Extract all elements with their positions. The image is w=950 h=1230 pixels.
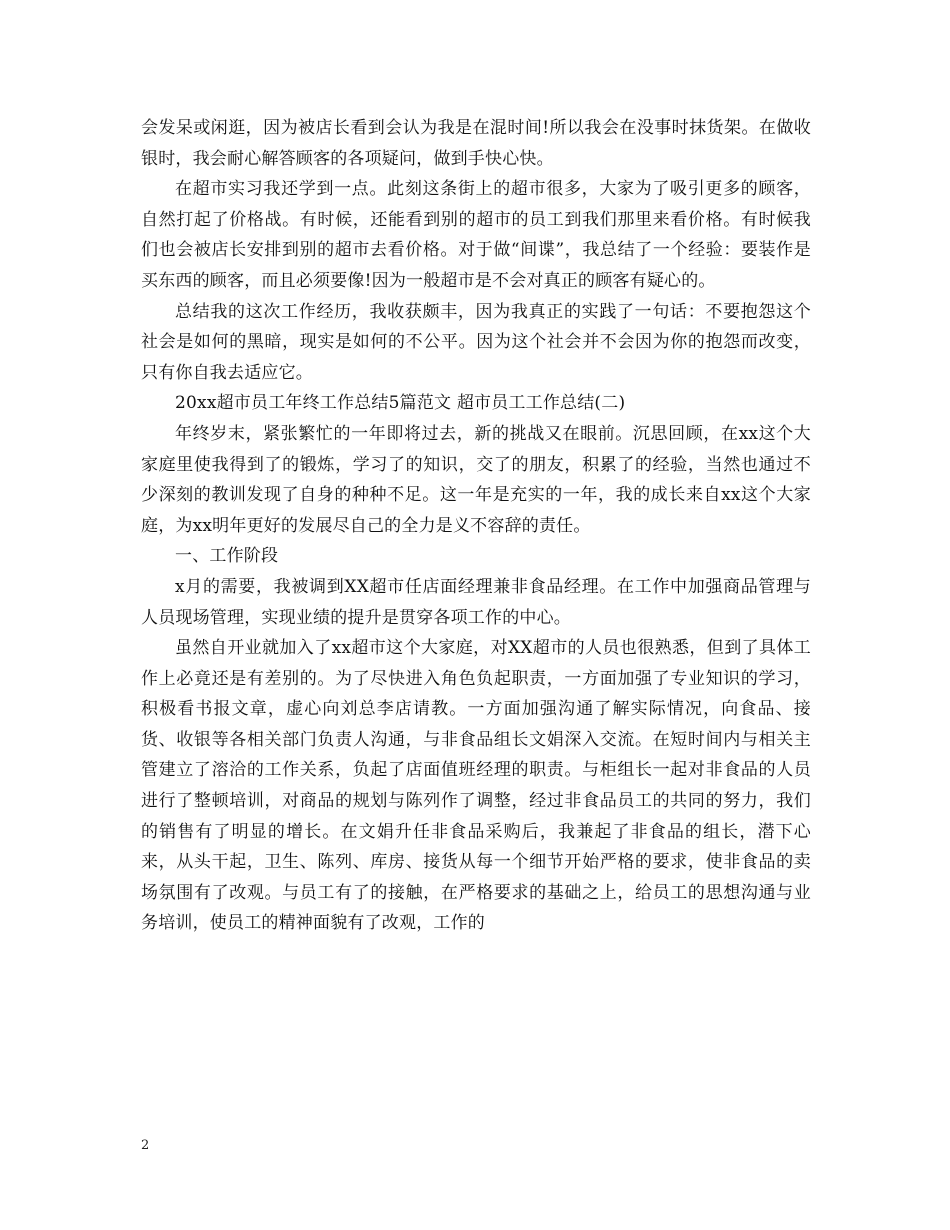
paragraph-7: x月的需要，我被调到XX超市任店面经理兼非食品经理。在工作中加强商品管理与人员现场管理，实现业绩的提升是贯穿各项工作的中心。 bbox=[141, 576, 811, 628]
subheading-work-stage: 一、工作阶段 bbox=[175, 546, 279, 567]
document-body bbox=[141, 113, 811, 939]
paragraph-8: 虽然自开业就加入了xx超市这个大家庭，对XX超市的人员也很熟悉，但到了具体工作上必竟还是有差别的。为了尽快进入角色负起职责，一方面加强了专业知识的学习，积极看书报文章，虚心向刘总李店请教。一方面加强沟通了解实际情况，向食品、接货、收银等各相关部门负责人沟通，与非食品组长文娟深入交流。在短时间内与相关主管建立了溶洽的工作关系，负起了店面值班经理的职责。与柜组长一起对非食品的人员进行了整顿培训，对商品的规划与陈列作了调整，经过非食品员工的共同的努力，我们的销售有了明显的增长。在文娟升任非食品采购后，我兼起了非食品的组长，潜下心来，从头干起，卫生、陈列、库房、接货从每一个细节开始严格的要求，使非食品的卖场氛围有了改观。与员工有了的接触，在严格要求的基础之上，给员工的思想沟通与业务培训，使员工的精神面貌有了改观，工作的 bbox=[141, 638, 811, 934]
paragraph-1: 会发呆或闲逛，因为被店长看到会认为我是在混时间!所以我会在没事时抹货架。在做收银时，我会耐心解答顾客的各项疑问，做到手快心快。 bbox=[141, 118, 811, 169]
section-title: 20xx超市员工年终工作总结5篇范文 超市员工工作总结(二) bbox=[175, 393, 626, 414]
paragraph-5: 年终岁末，紧张繁忙的一年即将过去，新的挑战又在眼前。沉思回顾，在xx这个大家庭里使我得到了的锻炼，学习了的知识，交了的朋友，积累了的经验，当然也通过不少深刻的教训发现了自身的种种不足。这一年是充实的一年，我的成长来自xx这个大家庭，为xx明年更好的发展尽自己的全力是义不容辞的责任。 bbox=[141, 423, 811, 536]
page-number: 2 bbox=[141, 1138, 150, 1153]
paragraph-2: 在超市实习我还学到一点。此刻这条街上的超市很多，大家为了吸引更多的顾客，自然打起了价格战。有时候，还能看到别的超市的员工到我们那里来看价格。有时候我们也会被店长安排到别的超市去看价格。对于做“间谍”，我总结了一个经验：要装作是买东西的顾客，而且必须要像!因为一般超市是不会对真正的顾客有疑心的。 bbox=[141, 179, 811, 291]
paragraph-3: 总结我的这次工作经历，我收获颇丰，因为我真正的实践了一句话：不要抱怨这个社会是如何的黑暗，现实是如何的不公平。因为这个社会并不会因为你的抱怨而改变，只有你自我去适应它。 bbox=[141, 301, 811, 383]
